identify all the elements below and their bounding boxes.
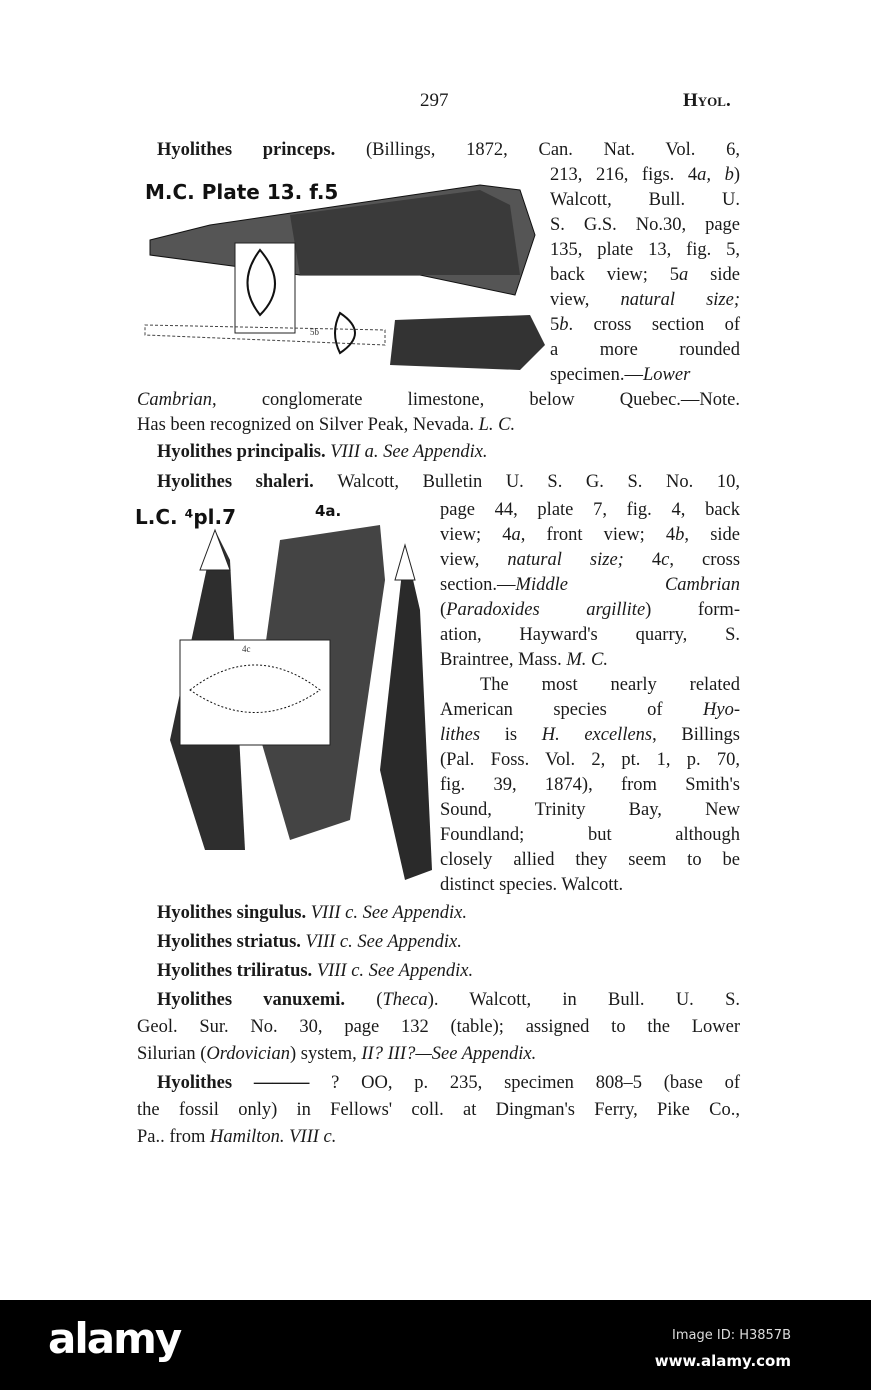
entry-title: Hyolithes shaleri. [157,472,338,492]
italic-text: Lower [643,365,691,385]
text-line [550,338,740,362]
text-segment: Sound, Trinity Bay, New [440,800,740,820]
text-line [157,1071,740,1095]
italic-text: VIII c. See Appendix. [316,961,474,981]
image-id: Image ID: H3857B [672,1328,791,1343]
text-segment: ? OO, p. 235, specimen 808–5 (base of [331,1073,740,1093]
text-segment: (Pal. Foss. Vol. 2, pt. 1, p. 70, [440,750,740,770]
text-segment: Has been recognized on Silver Peak, Nevada. [137,415,479,435]
text-line [440,498,740,522]
text-segment: ). Walcott, in Bull. U. S. [427,990,740,1010]
italic-text: Ordovician [206,1044,290,1064]
italic-text: Hyo- [703,700,740,720]
text-segment: , front view; 4 [520,525,676,545]
text-segment: 5 [550,315,560,335]
text-line [440,873,740,897]
italic-text: II? III?—See Appendix. [361,1044,537,1064]
text-line [157,901,657,925]
italic-text: a, b [697,165,734,185]
text-line [440,773,740,797]
text-line [550,363,740,387]
text-line [440,723,740,747]
italic-text: Cambrian [137,390,213,410]
text-line [157,930,657,954]
italic-text: VIII c. See Appendix. [305,932,462,952]
text-segment: specimen.— [550,365,643,385]
text-segment: ) form- [645,600,740,620]
text-line [550,313,740,337]
text-segment: distinct species. Walcott. [440,875,624,895]
text-segment: American species of [440,700,704,720]
text-line [137,1015,740,1039]
text-segment: ation, Hayward's quarry, S. [440,625,740,645]
text-line [550,163,740,187]
text-segment: 4 [623,550,662,570]
text-segment: Silurian ( [137,1044,207,1064]
hyolithes-princeps-figure [140,175,550,375]
italic-text: natural size; [507,550,624,570]
entry-title: Hyolithes princeps. [157,140,366,160]
italic-text: a [511,525,521,545]
text-line [157,440,657,464]
text-segment: fig. 39, 1874), from Smith's [440,775,740,795]
text-segment: closely allied they seem to be [440,850,740,870]
text-segment: ( [440,600,447,620]
text-line [440,523,740,547]
text-line [440,623,740,647]
italic-text: Hamilton. VIII c. [209,1127,337,1147]
text-line [157,470,740,494]
text-segment: ) system, [289,1044,362,1064]
text-line [137,1042,740,1066]
text-line [440,573,740,597]
text-line [157,138,740,162]
running-head: Hyol. [683,90,731,111]
entry-title: Hyolithes ——— [157,1073,332,1093]
text-segment: ) [733,165,741,185]
entry-title: Hyolithes vanuxemi. [157,990,377,1010]
text-line [440,848,740,872]
text-segment: the fossil only) in Fellows' coll. at Dingman's Ferry, Pike Co., [137,1100,740,1120]
italic-text: VIII c. See Appendix. [310,903,468,923]
italic-text: H. excellens [541,725,653,745]
text-segment: 213, 216, figs. 4 [550,165,698,185]
entry-title: Hyolithes striatus. [157,932,306,952]
text-segment: is [480,725,542,745]
text-segment: view; 4 [440,525,512,545]
italic-text: natural size; [620,290,740,310]
watermark-footer [0,1300,871,1390]
italic-text: a [679,265,689,285]
text-segment: . cross section of [568,315,740,335]
text-segment: view, [550,290,621,310]
page-number: 297 [420,90,449,111]
fig-label-4c: 4c [242,644,251,654]
entry-title: Hyolithes singulus. [157,903,311,923]
text-segment: side [688,265,740,285]
text-segment: section.— [440,575,516,595]
text-line [440,798,740,822]
italic-text: lithes [440,725,481,745]
handwritten-label-fig2: L.C. ⁴pl.7 [135,505,237,529]
alamy-url[interactable]: www.alamy.com [654,1352,791,1370]
text-segment: , cross [669,550,741,570]
text-line [157,959,657,983]
text-segment: Braintree, Mass. [440,650,567,670]
fig-label-5b: 5b [310,327,319,337]
text-segment: Walcott, Bull. U. [550,190,740,210]
text-line [440,648,740,672]
text-line [550,238,740,262]
italic-text: L. C. [478,415,516,435]
text-segment: a more rounded [550,340,740,360]
text-line [440,823,740,847]
italic-text: Paradoxides argillite [446,600,646,620]
text-segment: , side [684,525,741,545]
text-segment: back view; 5 [550,265,680,285]
text-line [550,288,740,312]
alamy-logo: alamy [48,1314,181,1363]
entry-title: Hyolithes principalis. [157,442,331,462]
italic-text: M. C. [566,650,609,670]
italic-text: VIII a. See Appendix. [330,442,488,462]
text-segment: 135, plate 13, fig. 5, [550,240,740,260]
text-line [440,698,740,722]
italic-text: Middle Cambrian [515,575,740,595]
text-line [550,188,740,212]
italic-text: Theca [382,990,428,1010]
text-segment: (Billings, 1872, Can. Nat. Vol. 6, [365,140,740,160]
handwritten-label-fig2-4a: 4a. [315,502,342,520]
italic-text: c [661,550,670,570]
text-line [137,413,637,437]
handwritten-label-fig1: M.C. Plate 13. f.5 [145,180,339,204]
text-segment: Geol. Sur. No. 30, page 132 (table); assigned to the Lower [137,1017,740,1037]
text-segment: view, [440,550,508,570]
text-line [157,988,740,1012]
text-segment: The most nearly related [480,675,740,695]
text-segment: , conglomerate limestone, below Quebec.—Note. [212,390,740,410]
text-line [440,548,740,572]
hyolithes-shaleri-figure [160,520,435,890]
text-segment: Foundland; but although [440,825,740,845]
text-segment: , Billings [652,725,741,745]
text-segment: page 44, plate 7, fig. 4, back [440,500,740,520]
italic-text: b [559,315,569,335]
entry-title: Hyolithes triliratus. [157,961,317,981]
text-line [480,673,740,697]
text-line [137,1125,740,1149]
text-line [440,748,740,772]
text-line [137,388,740,412]
text-segment: Pa.. from [137,1127,210,1147]
text-segment: ( [376,990,383,1010]
italic-text: b [675,525,685,545]
text-segment: S. G.S. No.30, page [550,215,740,235]
text-line [137,1098,740,1122]
text-line [550,213,740,237]
text-line [440,598,740,622]
text-segment: Walcott, Bulletin U. S. G. S. No. 10, [337,472,740,492]
text-line [550,263,740,287]
